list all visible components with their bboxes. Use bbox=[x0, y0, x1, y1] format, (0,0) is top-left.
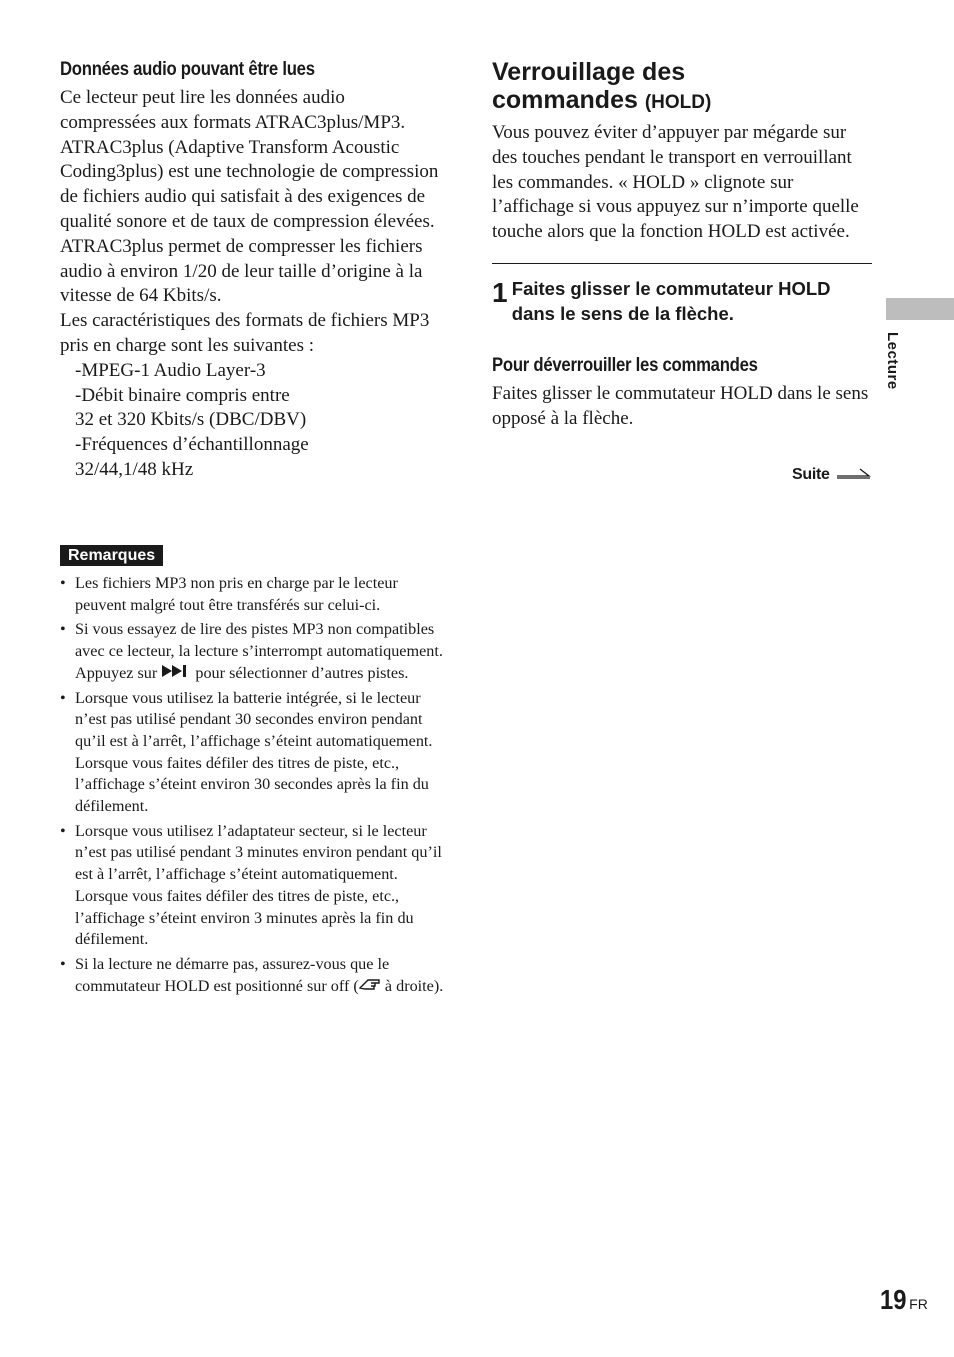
side-tab-marker bbox=[886, 298, 954, 320]
unlock-paragraph: Faites glisser le commutateur HOLD dans le sens opposé à la flèche. bbox=[492, 382, 869, 429]
section-heading-audio: Données audio pouvant être lues bbox=[60, 59, 315, 80]
step-1 bbox=[492, 276, 872, 326]
remark-text: pour sélectionner d’autres pistes. bbox=[195, 663, 409, 682]
remark-item bbox=[60, 619, 445, 684]
page-number bbox=[880, 1284, 928, 1316]
spec-bitrate-values: 32 et 320 Kbits/s (DBC/DBV) bbox=[75, 409, 307, 431]
title-commandes: commandes bbox=[492, 86, 638, 114]
next-track-icon bbox=[161, 663, 191, 685]
title-hold-suffix: (HOLD) bbox=[644, 92, 712, 113]
title-line-1: Verrouillage des bbox=[492, 58, 686, 86]
reference-hand-icon bbox=[359, 976, 381, 998]
section-title bbox=[492, 58, 872, 117]
spec-sampling: -Fréquences d’échantillonnage bbox=[75, 434, 309, 456]
remark-text: Lorsque vous utilisez la batterie intégrée, si le lecteur n’est pas utilisé pendant 30 secondes environ pendant qu’il est à l’arrêt, l’affichage s’éteint automatiquement. Lorsque vous faites défiler des titres de piste, etc., l’affichage s’éteint environ 30 secondes après la fin du défilement. bbox=[75, 688, 433, 816]
page-number-value: 19 bbox=[880, 1284, 907, 1315]
remarks-list bbox=[60, 573, 445, 1000]
side-tab-label: Lecture bbox=[884, 332, 901, 390]
remark-text: Lorsque vous utilisez l’adaptateur secteur, si le lecteur n’est pas utilisé pendant 3 minutes environ pendant qu’il est à l’arrêt, l’affichage s’éteint automatiquement. Lorsque vous faites défiler des titres de piste, etc., l’affichage s’éteint environ 3 minutes après la fin du défilement. bbox=[75, 821, 442, 949]
remark-text: Si la lecture ne démarre pas, assurez-vous que le commutateur HOLD est positionné sur off ( bbox=[75, 954, 390, 995]
intro-paragraph: Vous pouvez éviter d’appuyer par mégarde sur des touches pendant le transport en verrouillant les commandes. « HOLD » clignote sur l’affichage si vous appuyez sur n’importe quelle touche alors que la fonction HOLD est activée. bbox=[492, 122, 859, 243]
remark-item bbox=[60, 688, 445, 818]
continue-arrow-icon bbox=[830, 466, 872, 484]
remark-item bbox=[60, 821, 445, 951]
page-lang: FR bbox=[909, 1296, 928, 1312]
suite-label: Suite bbox=[792, 466, 830, 483]
remark-text: Les fichiers MP3 non pris en charge par le lecteur peuvent malgré tout être transférés sur celui-ci. bbox=[75, 574, 398, 614]
spec-sampling-values: 32/44,1/48 kHz bbox=[75, 458, 194, 480]
remark-text: à droite). bbox=[384, 976, 444, 995]
remark-item bbox=[60, 573, 445, 616]
remark-item bbox=[60, 954, 445, 997]
continue-indicator bbox=[792, 466, 872, 484]
remark-text: Si vous essayez de lire des pistes MP3 non compatibles avec ce lecteur, la lecture s’interrompt automatiquement. Appuyez sur bbox=[75, 620, 443, 682]
unlock-heading: Pour déverrouiller les commandes bbox=[492, 354, 758, 376]
right-column bbox=[492, 58, 872, 432]
left-column bbox=[60, 58, 445, 483]
remarques-badge: Remarques bbox=[60, 545, 163, 566]
divider bbox=[492, 263, 872, 264]
paragraph-formats: Ce lecteur peut lire les données audio compressées aux formats ATRAC3plus/MP3. ATRAC3plus (Adaptive Transform Acoustic Coding3plus) est une technologie de compression de fichiers audio qui satisfait à des exigences de qualité sonore et de taux de compression élevées. bbox=[60, 87, 439, 232]
paragraph-mp3-specs-intro: Les caractéristiques des formats de fichiers MP3 pris en charge sont les suivantes : bbox=[60, 310, 430, 356]
title-line-2 bbox=[492, 86, 872, 117]
paragraph-compression: ATRAC3plus permet de compresser les fichiers audio à environ 1/20 de leur taille d’origine à la vitesse de 64 Kbits/s. bbox=[60, 235, 423, 307]
step-number: 1 bbox=[492, 276, 508, 308]
spec-bitrate: -Débit binaire compris entre bbox=[75, 384, 290, 406]
spec-layer: -MPEG-1 Audio Layer-3 bbox=[75, 359, 266, 381]
step-text: Faites glisser le commutateur HOLD dans le sens de la flèche. bbox=[511, 277, 831, 324]
